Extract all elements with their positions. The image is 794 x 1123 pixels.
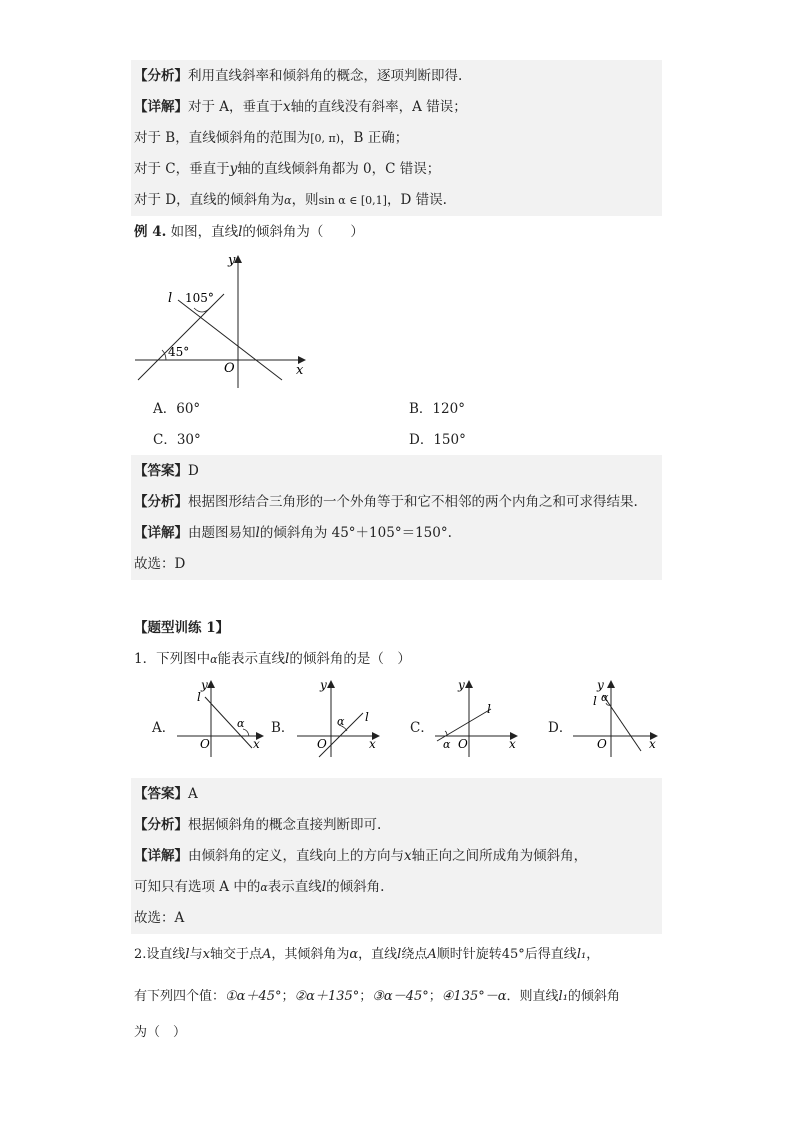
q1-alpha: α (210, 653, 218, 666)
q1-detail-2 (134, 878, 384, 897)
line-b-post: ，B 正确； (340, 130, 409, 146)
detail-a-pre: 对于 A，垂直于 (188, 99, 284, 115)
y-label: y (320, 678, 327, 692)
answer-tag: 【答案】 (134, 463, 188, 479)
detail2-alpha: α (260, 881, 268, 894)
alpha-label: α (601, 691, 609, 704)
origin-label: O (597, 737, 607, 751)
detail-tag: 【详解】 (134, 848, 188, 864)
example4-detail (134, 524, 452, 542)
q2-var: l₁ (576, 947, 587, 962)
detail-line-b (134, 129, 408, 148)
q2-math: 45° (501, 947, 525, 962)
origin-label: O (200, 737, 210, 751)
answer-value: A (188, 786, 198, 802)
q2-line-3: 为（ ） (134, 1025, 187, 1040)
example4-analysis (134, 493, 638, 511)
q2-text: 顺时针旋转 (436, 947, 502, 962)
line-c-post: 轴的直线倾斜角都为 0，C 错误； (237, 161, 441, 177)
x-label: x (296, 363, 304, 378)
angle-arc (243, 729, 249, 736)
l-label: l (168, 291, 173, 306)
answer-value: D (188, 463, 199, 479)
q2-var: α (349, 947, 359, 962)
detail2-post: 的倾斜角. (326, 879, 385, 895)
origin-label: O (224, 361, 235, 376)
line-c-pre: 对于 C，垂直于 (134, 161, 230, 177)
detail-pre: 由倾斜角的定义，直线向上的方向与 (188, 848, 404, 864)
analysis-line (134, 67, 462, 85)
q1-option-b-label[interactable]: B． (271, 720, 295, 736)
line-b-pre: 对于 B，直线倾斜角的范围为 (134, 130, 311, 146)
q1-option-c-figure[interactable] (433, 675, 528, 757)
detail-var: l (255, 525, 260, 541)
analysis-text: 根据倾斜角的概念直接判断即可. (188, 817, 382, 833)
detail-post: 的倾斜角为 45°＋105°＝150°. (259, 525, 452, 541)
q2-var: l (397, 947, 402, 962)
q1-option-b-figure[interactable] (295, 675, 390, 757)
q2-value-1: ①α＋45° (225, 989, 282, 1004)
line-d-alpha: α (284, 194, 292, 207)
answer-tag: 【答案】 (134, 786, 188, 802)
analysis-tag: 【分析】 (134, 817, 188, 833)
q1-option-c-label[interactable]: C． (410, 720, 434, 736)
q2-var: l (185, 947, 190, 962)
q1-post: 的倾斜角的是（ ） (289, 651, 411, 667)
q1-detail (134, 847, 587, 865)
detail-line-a (134, 98, 467, 116)
q2-text: 绕点 (401, 947, 428, 962)
q2-text: 轴交于点 (209, 947, 262, 962)
origin-label: O (317, 737, 327, 751)
line-l (205, 697, 252, 748)
example4-choice: 故选：D (134, 556, 186, 572)
option-a[interactable]: A．60° (153, 401, 201, 417)
q2-var: l₁ (558, 989, 568, 1004)
q2-line-1 (134, 946, 599, 964)
example4-question-post: 的倾斜角为（ ） (242, 224, 364, 240)
detail-line-c (134, 160, 440, 178)
q1-analysis (134, 816, 381, 834)
analysis-tag: 【分析】 (134, 68, 188, 84)
analysis-tag: 【分析】 (134, 494, 188, 510)
training-heading: 【题型训练 1】 (134, 620, 230, 636)
angle-45-label: 45° (168, 345, 190, 359)
option-b[interactable]: B．120° (409, 401, 465, 417)
detail-line-d (134, 191, 447, 210)
q2-text: 与 (189, 947, 203, 962)
q1-option-a-figure[interactable] (175, 675, 270, 757)
q1-text (134, 650, 411, 669)
line-d-math: sin α ∈ [0,1] (318, 194, 387, 207)
q2-text: 有下列四个值： (134, 989, 226, 1004)
detail-post: 轴正向之间所成角为倾斜角， (411, 848, 588, 864)
l-label: l (365, 710, 369, 724)
example4-question (134, 223, 364, 241)
q2-text: 的倾斜角 (567, 989, 620, 1004)
option-c[interactable]: C．30° (153, 432, 201, 448)
q1-var: l (285, 651, 290, 667)
q1-pre: 1．下列图中 (134, 651, 211, 667)
line-d-post: ，D 错误. (386, 192, 447, 208)
q2-var: x (202, 947, 210, 962)
detail-a-post: 轴的直线没有斜率，A 错误； (290, 99, 467, 115)
x-label: x (369, 737, 376, 751)
line-l (603, 695, 641, 751)
detail-var: x (404, 848, 412, 864)
q2-text: 后得直线 (524, 947, 577, 962)
angle-arc-105 (194, 308, 210, 312)
q2-value-4: ④135°－α (441, 989, 507, 1004)
detail-tag: 【详解】 (134, 525, 188, 541)
q2-text: ．则直线 (506, 989, 559, 1004)
q2-value-3: ③α－45° (372, 989, 429, 1004)
l-label: l (197, 690, 201, 704)
detail-tag: 【详解】 (134, 99, 188, 115)
analysis-text: 根据图形结合三角形的一个外角等于和它不相邻的两个内角之和可求得结果. (188, 494, 638, 510)
line-d-pre: 对于 D，直线的倾斜角为 (134, 192, 285, 208)
y-label: y (228, 253, 236, 268)
l-label: l (487, 702, 491, 716)
option-d[interactable]: D．150° (409, 432, 466, 448)
detail2-mid: 表示直线 (267, 879, 322, 895)
detail2-var: l (321, 879, 327, 895)
detail-pre: 由题图易知 (188, 525, 256, 541)
y-label: y (201, 678, 208, 692)
detail-a-var: x (283, 99, 291, 115)
q2-text: ，直线 (358, 947, 398, 962)
example4-figure (130, 250, 315, 390)
l-label: l (593, 694, 597, 708)
angle-105-label: 105° (185, 291, 214, 305)
q2-var: A (427, 947, 437, 962)
alpha-label: α (237, 717, 245, 730)
q2-text: ； (428, 989, 442, 1004)
q2-line-2 (134, 988, 620, 1006)
q1-mid: 能表示直线 (217, 651, 286, 667)
line-c-var: y (229, 161, 238, 177)
origin-label: O (458, 737, 468, 751)
q2-text: ； (359, 989, 373, 1004)
line-45 (138, 294, 224, 380)
detail2-pre: 可知只有选项 A 中的 (134, 879, 261, 895)
y-label: y (597, 678, 604, 692)
x-label: x (649, 737, 656, 751)
solution-box-2 (131, 455, 662, 580)
alpha-label: α (337, 715, 345, 728)
q1-answer (134, 785, 198, 803)
q2-text: ，其倾斜角为 (271, 947, 350, 962)
alpha-label: α (443, 738, 451, 751)
q1-option-d-figure[interactable] (571, 675, 666, 757)
analysis-text: 利用直线斜率和倾斜角的概念，逐项判断即得. (188, 68, 463, 84)
line-b-math: [0, π) (310, 132, 341, 145)
line-d-mid: ，则 (291, 192, 319, 208)
q2-var: A (261, 947, 272, 962)
q2-text: 2.设直线 (134, 947, 186, 962)
x-label: x (253, 737, 260, 751)
example4-answer (134, 462, 199, 480)
q1-choice: 故选：A (134, 910, 185, 926)
y-label: y (458, 678, 465, 692)
example4-question-var: l (238, 224, 243, 240)
example4-label: 例 4. (134, 224, 167, 240)
q2-value-2: ②α＋135° (294, 989, 360, 1004)
q2-text: ， (586, 947, 600, 962)
q1-option-d-label[interactable]: D． (548, 720, 573, 736)
q2-text: ； (281, 989, 295, 1004)
q1-option-a-label[interactable]: A． (152, 720, 176, 736)
x-label: x (509, 737, 516, 751)
example4-question-pre: 如图，直线 (170, 224, 239, 240)
